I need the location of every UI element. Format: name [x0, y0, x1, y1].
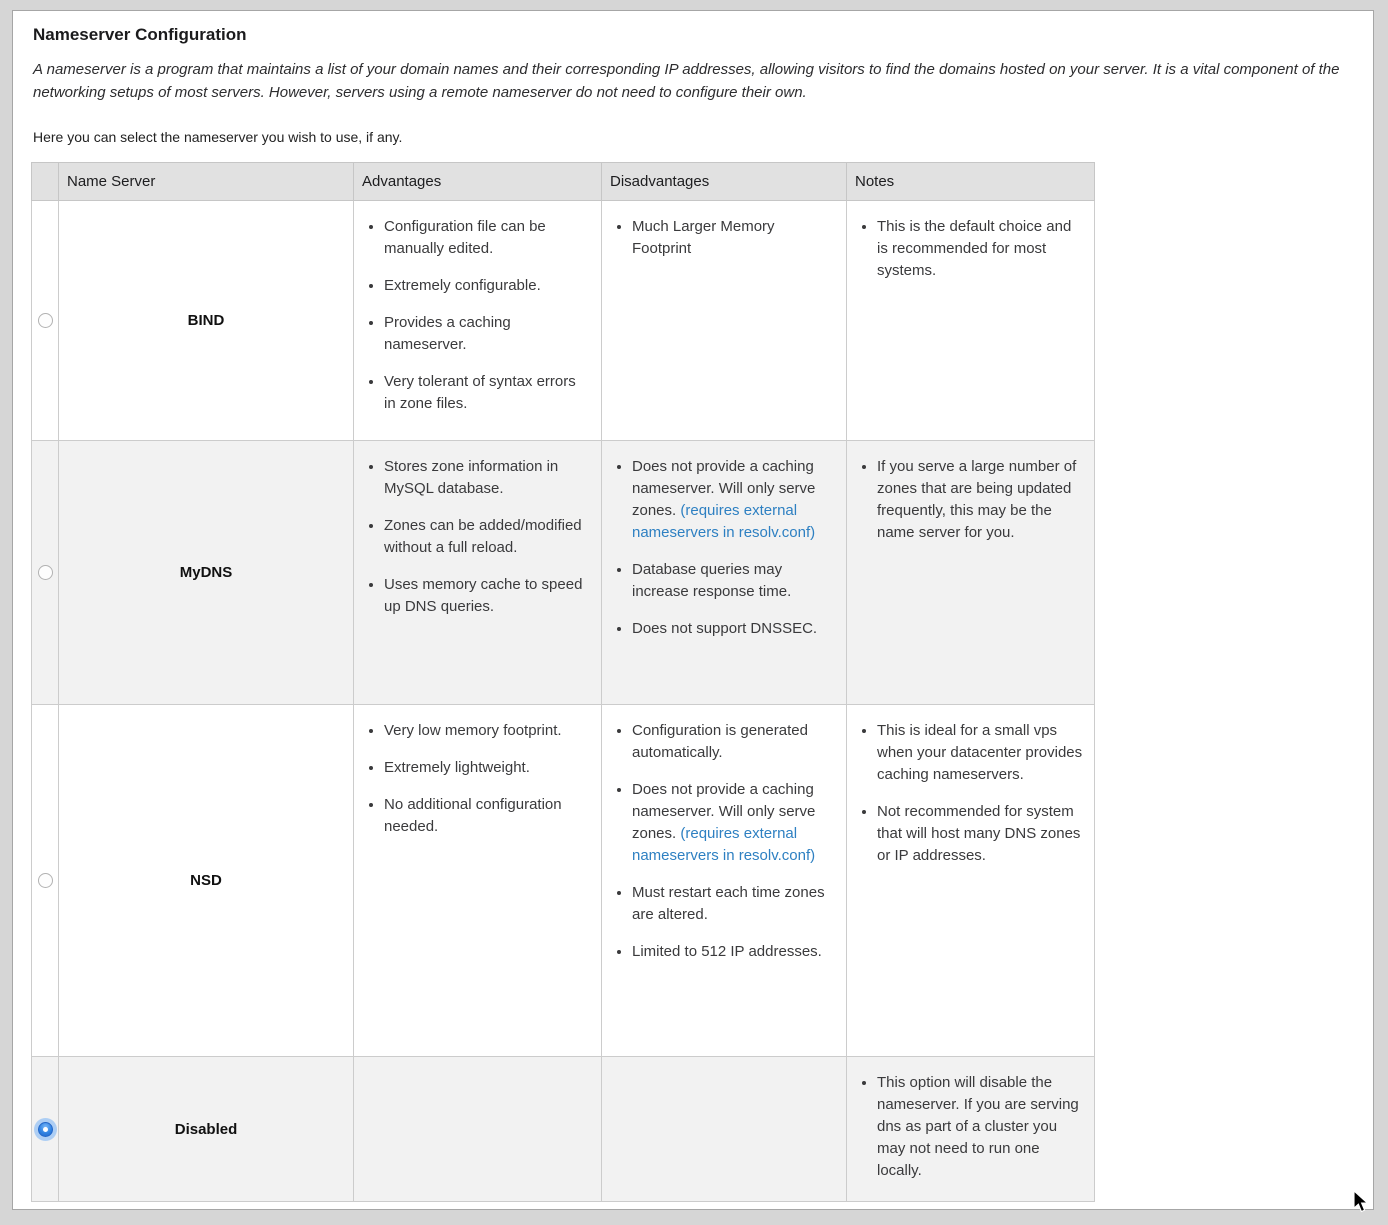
advantages-cell	[354, 705, 602, 1057]
notes-list	[847, 456, 1084, 544]
advantage-item: • No additional configuration needed.	[384, 794, 591, 838]
advantages-cell	[354, 441, 602, 705]
disadvantage-item	[632, 720, 836, 764]
radio-cell	[32, 441, 59, 705]
disadvantages-list	[602, 720, 836, 963]
disadvantage-item	[632, 882, 836, 926]
advantage-item: • Stores zone information in MySQL database.	[384, 456, 591, 500]
table-row	[32, 201, 1095, 441]
disadvantage-item	[632, 618, 836, 640]
note-item: • This is ideal for a small vps when your datacenter provides caching nameservers.	[877, 720, 1084, 786]
advantage-item: • Very low memory footprint.	[384, 720, 591, 742]
radio-cell	[32, 201, 59, 441]
disadvantage-item	[632, 779, 836, 867]
disadvantages-cell	[602, 705, 847, 1057]
nameserver-radio-disabled[interactable]	[38, 1122, 53, 1137]
disadvantage-item	[632, 941, 836, 963]
resolv-conf-link[interactable]: (requires external nameservers in resolv.conf)	[632, 825, 816, 864]
advantages-cell	[354, 201, 602, 441]
table-row	[32, 1057, 1095, 1202]
note-item: • Not recommended for system that will host many DNS zones or IP addresses.	[877, 801, 1084, 867]
resolv-conf-link[interactable]: (requires external nameservers in resolv.conf)	[632, 502, 816, 541]
note-item: • This is the default choice and is recommended for most systems.	[877, 216, 1084, 282]
disadvantage-item	[632, 216, 836, 260]
nameserver-name: BIND	[59, 201, 354, 441]
item-text: Does not provide a caching nameserver. Will only serve zones.	[632, 781, 816, 842]
notes-list	[847, 216, 1084, 282]
nameserver-name: MyDNS	[59, 441, 354, 705]
nameserver-radio-mydns[interactable]	[38, 565, 53, 580]
header-advantages: Advantages	[354, 163, 602, 201]
advantages-list	[354, 720, 591, 838]
disadvantage-item	[632, 456, 836, 544]
advantage-item: • Provides a caching nameserver.	[384, 312, 591, 356]
notes-cell	[847, 441, 1095, 705]
nameserver-table	[31, 162, 1095, 1202]
radio-selected-dot	[43, 1127, 48, 1132]
disadvantages-cell	[602, 201, 847, 441]
header-radio-column	[32, 163, 59, 201]
disadvantages-list	[602, 216, 836, 260]
advantage-item: • Uses memory cache to speed up DNS queries.	[384, 574, 591, 618]
item-text: Limited to 512 IP addresses.	[632, 943, 822, 960]
table-row	[32, 441, 1095, 705]
nameserver-config-panel	[12, 10, 1374, 1210]
disadvantages-list	[602, 456, 836, 640]
page-title: Nameserver Configuration	[33, 25, 247, 44]
advantages-cell	[354, 1057, 602, 1202]
advantage-item: • Extremely configurable.	[384, 275, 591, 297]
item-text: Does not support DNSSEC.	[632, 620, 818, 637]
disadvantage-item	[632, 559, 836, 603]
notes-list	[847, 720, 1084, 867]
notes-cell	[847, 1057, 1095, 1202]
note-item: • This option will disable the nameserver. If you are serving dns as part of a cluster you may not need to run one locally.	[877, 1072, 1084, 1182]
header-notes: Notes	[847, 163, 1095, 201]
table-header-row	[32, 163, 1095, 201]
header-name-server: Name Server	[59, 163, 354, 201]
radio-cell	[32, 1057, 59, 1202]
item-text: Must restart each time zones are altered.	[632, 884, 825, 923]
page-instruction: Here you can select the nameserver you wish to use, if any.	[33, 129, 403, 145]
nameserver-radio-bind[interactable]	[38, 313, 53, 328]
advantage-item: • Configuration file can be manually edited.	[384, 216, 591, 260]
note-item: • If you serve a large number of zones that are being updated frequently, this may be the name server for you.	[877, 456, 1084, 544]
advantages-list	[354, 216, 591, 415]
item-text: Configuration is generated automatically.	[632, 722, 808, 761]
disadvantages-cell	[602, 441, 847, 705]
disadvantages-cell	[602, 1057, 847, 1202]
nameserver-name: Disabled	[59, 1057, 354, 1202]
nameserver-name: NSD	[59, 705, 354, 1057]
nameserver-table-body	[32, 201, 1095, 1202]
advantage-item: • Extremely lightweight.	[384, 757, 591, 779]
notes-list	[847, 1072, 1084, 1182]
advantage-item: • Zones can be added/modified without a full reload.	[384, 515, 591, 559]
notes-cell	[847, 705, 1095, 1057]
item-text: Much Larger Memory Footprint	[632, 218, 775, 257]
radio-cell	[32, 705, 59, 1057]
item-text: Does not provide a caching nameserver. Will only serve zones.	[632, 458, 816, 519]
table-row	[32, 705, 1095, 1057]
advantage-item: • Very tolerant of syntax errors in zone files.	[384, 371, 591, 415]
nameserver-radio-nsd[interactable]	[38, 873, 53, 888]
page-description: A nameserver is a program that maintains a list of your domain names and their corresponding IP addresses, allowing visitors to find the domains hosted on your server. It is a vital component of the networking setups of most servers. However, servers using a remote nameserver do not need to configure their own.	[33, 61, 1340, 101]
notes-cell	[847, 201, 1095, 441]
header-disadvantages: Disadvantages	[602, 163, 847, 201]
item-text: Database queries may increase response time.	[632, 561, 792, 600]
advantages-list	[354, 456, 591, 618]
